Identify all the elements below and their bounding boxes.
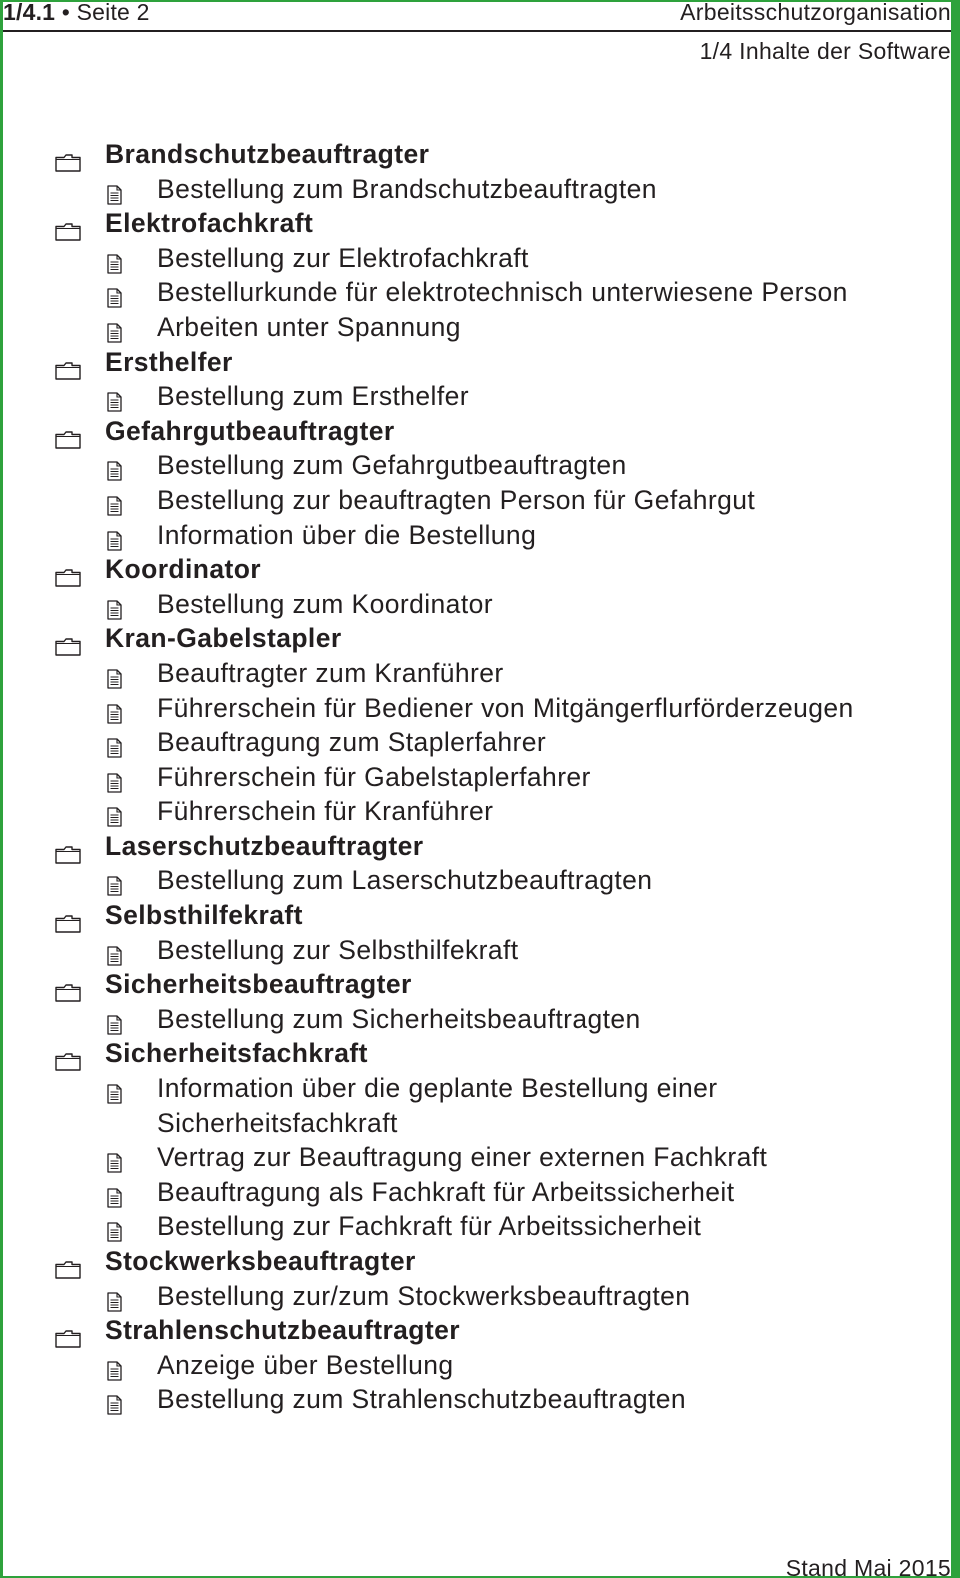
document-label: Führerschein für Gabelstaplerfahrer — [157, 761, 591, 792]
document-item[interactable] — [3, 1382, 951, 1417]
document-item[interactable] — [3, 587, 951, 622]
document-label: Bestellung zum Ersthelfer — [157, 381, 469, 412]
file-tree — [3, 137, 951, 1417]
document-icon — [107, 732, 122, 752]
document-icon — [107, 767, 122, 787]
document-label: Bestellung zur Fachkraft für Arbeitssicherheit — [157, 1211, 702, 1242]
document-item[interactable] — [3, 656, 951, 691]
document-item[interactable] — [3, 310, 951, 345]
document-item[interactable] — [3, 1175, 951, 1210]
folder-icon — [55, 1253, 81, 1271]
page-title: Arbeitsschutzorganisation — [680, 2, 951, 25]
document-icon — [107, 940, 122, 960]
document-item[interactable] — [3, 863, 951, 898]
folder-icon — [55, 215, 81, 233]
folder-icon — [55, 838, 81, 856]
document-icon — [107, 179, 122, 199]
document-icon — [107, 317, 122, 337]
document-icon — [107, 386, 122, 406]
document-icon — [107, 1355, 122, 1375]
document-icon — [107, 1389, 122, 1409]
document-item[interactable] — [3, 725, 951, 760]
document-item[interactable] — [3, 794, 951, 829]
folder-item[interactable] — [3, 345, 951, 380]
document-label: Beauftragung als Fachkraft für Arbeitssicherheit — [157, 1176, 735, 1207]
folder-label: Sicherheitsfachkraft — [105, 1038, 368, 1069]
folder-item[interactable] — [3, 898, 951, 933]
document-label: Bestellung zur Selbsthilfekraft — [157, 934, 519, 965]
folder-icon — [55, 1322, 81, 1340]
document-item[interactable] — [3, 933, 951, 968]
document-label: Bestellung zum Strahlenschutzbeauftragten — [157, 1384, 687, 1415]
document-item[interactable] — [3, 691, 951, 726]
folder-label: Strahlenschutzbeauftragter — [105, 1315, 460, 1346]
document-icon — [107, 1009, 122, 1029]
document-item[interactable] — [3, 1002, 951, 1037]
folder-item[interactable] — [3, 1313, 951, 1348]
document-icon — [107, 594, 122, 614]
document-icon — [107, 248, 122, 268]
document-label: Bestellung zur/zum Stockwerksbeauftragten — [157, 1280, 691, 1311]
document-icon — [107, 698, 122, 718]
document-icon — [107, 663, 122, 683]
folder-item[interactable] — [3, 621, 951, 656]
folder-item[interactable] — [3, 1244, 951, 1279]
page-label: Seite 2 — [76, 2, 150, 25]
folder-label: Stockwerksbeauftragter — [105, 1246, 416, 1276]
document-item[interactable] — [3, 483, 951, 518]
document-item[interactable] — [3, 448, 951, 483]
document-icon — [107, 282, 122, 302]
folder-label: Brandschutzbeauftragter — [105, 139, 430, 169]
document-label: Bestellung zum Gefahrgutbeauftragten — [157, 450, 627, 481]
folder-item[interactable] — [3, 206, 951, 241]
header-divider — [3, 30, 951, 32]
document-label: Beauftragung zum Staplerfahrer — [157, 727, 547, 758]
document-label: Bestellung zur beauftragten Person für Gefahrgut — [157, 484, 756, 515]
document-label: Bestellung zum Brandschutzbeauftragten — [157, 173, 657, 204]
document-item[interactable] — [3, 241, 951, 276]
document-label: Führerschein für Kranführer — [157, 796, 494, 827]
header-separator: • — [61, 2, 71, 25]
document-label: Anzeige über Bestellung — [157, 1349, 454, 1380]
folder-item[interactable] — [3, 137, 951, 172]
document-label: Bestellung zum Sicherheitsbeauftragten — [157, 1003, 641, 1034]
folder-label: Koordinator — [105, 554, 262, 585]
document-label: Bestellung zum Koordinator — [157, 588, 493, 619]
document-item[interactable] — [3, 760, 951, 795]
document-item[interactable] — [3, 1071, 951, 1140]
document-icon — [107, 1216, 122, 1236]
document-page — [3, 2, 951, 1576]
folder-label: Selbsthilfekraft — [105, 900, 303, 931]
folder-item[interactable] — [3, 967, 951, 1002]
folder-icon — [55, 354, 81, 372]
section-number: 1/4.1 — [3, 2, 56, 25]
document-label: Beauftragter zum Kranführer — [157, 657, 504, 688]
page-subtitle: 1/4 Inhalte der Software — [699, 38, 951, 64]
folder-label: Elektrofachkraft — [105, 208, 314, 239]
folder-label: Ersthelfer — [105, 346, 233, 377]
document-label: Information über die geplante Bestellung einer Sicherheitsfachkraft — [157, 1073, 718, 1138]
document-label: Bestellurkunde für elektrotechnisch unterwiesene Person — [157, 277, 848, 308]
document-item[interactable] — [3, 518, 951, 553]
document-icon — [107, 490, 122, 510]
folder-item[interactable] — [3, 414, 951, 449]
folder-icon — [55, 1045, 81, 1063]
document-label: Führerschein für Bediener von Mitgängerflurförderzeugen — [157, 692, 854, 723]
folder-label: Kran-Gabelstapler — [105, 623, 342, 654]
folder-icon — [55, 423, 81, 441]
folder-icon — [55, 976, 81, 994]
document-item[interactable] — [3, 1140, 951, 1175]
document-item[interactable] — [3, 1279, 951, 1314]
folder-icon — [55, 907, 81, 925]
section-header — [3, 2, 150, 26]
document-icon — [107, 1286, 122, 1306]
document-icon — [107, 525, 122, 545]
document-label: Vertrag zur Beauftragung einer externen Fachkraft — [157, 1142, 768, 1173]
folder-label: Gefahrgutbeauftragter — [105, 415, 395, 446]
document-icon — [107, 455, 122, 475]
document-label: Bestellung zur Elektrofachkraft — [157, 242, 529, 273]
document-icon — [107, 1182, 122, 1202]
folder-label: Laserschutzbeauftragter — [105, 830, 424, 861]
document-label: Information über die Bestellung — [157, 519, 537, 550]
document-item[interactable] — [3, 275, 951, 310]
folder-item[interactable] — [3, 552, 951, 587]
document-item[interactable] — [3, 172, 951, 207]
document-item[interactable] — [3, 1348, 951, 1383]
folder-icon — [55, 561, 81, 579]
footer-stand: Stand Mai 2015 — [785, 1555, 951, 1576]
folder-icon — [55, 146, 81, 164]
document-label: Bestellung zum Laserschutzbeauftragten — [157, 865, 653, 896]
document-item[interactable] — [3, 379, 951, 414]
document-icon — [107, 1078, 122, 1098]
document-icon — [107, 1147, 122, 1167]
folder-icon — [55, 630, 81, 648]
folder-item[interactable] — [3, 829, 951, 864]
folder-item[interactable] — [3, 1036, 951, 1071]
document-icon — [107, 870, 122, 890]
folder-label: Sicherheitsbeauftragter — [105, 969, 412, 1000]
document-label: Arbeiten unter Spannung — [157, 311, 461, 342]
document-item[interactable] — [3, 1209, 951, 1244]
document-icon — [107, 801, 122, 821]
